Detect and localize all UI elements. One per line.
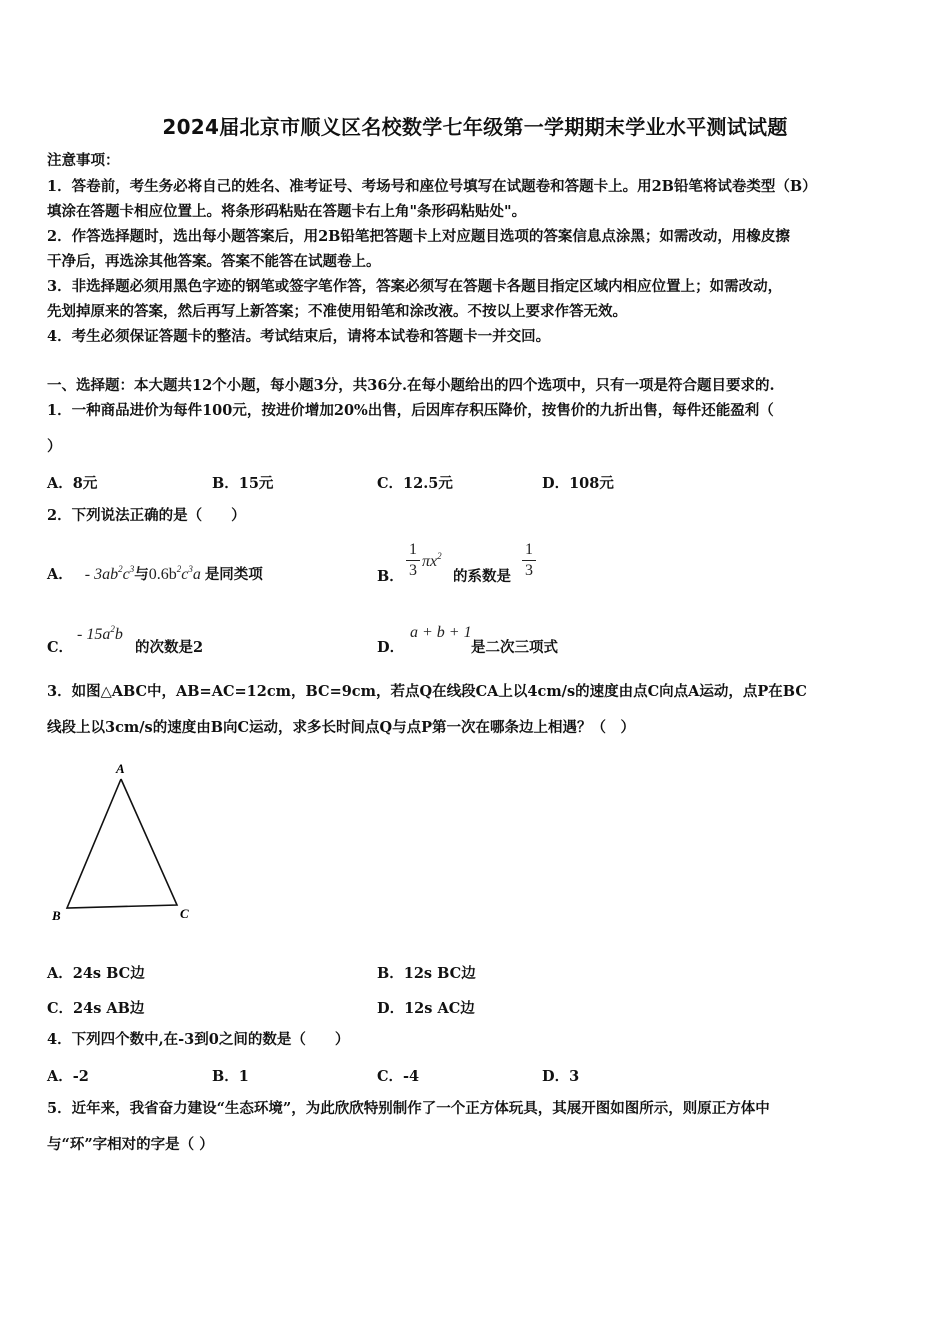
- notice-line: 4．考生必须保证答题卡的整洁。考试结束后，请将本试卷和答题卡一并交回。: [47, 328, 551, 345]
- math-expression: - $3ab^2c^3$: [84, 564, 135, 583]
- q4-option-c: C．-4: [377, 1068, 420, 1085]
- q1-stem-end: ）: [47, 438, 62, 455]
- option-label: B．: [377, 568, 404, 585]
- page-title: 2024届北京市顺义区名校数学七年级第一学期期末学业水平测试试题: [162, 115, 788, 139]
- q3-stem: 线段上以3cm/s的速度由B向C运动，求多长时间点Q与点P第一次在哪条边上相遇？（ ）: [47, 719, 636, 736]
- q2-b-text: 的系数是: [453, 568, 511, 585]
- q3-option-d: D．12s AC边: [377, 1000, 475, 1017]
- vertex-label-b: B: [52, 908, 61, 923]
- q1-option-a: A．8元: [47, 475, 98, 492]
- vertex-label-a: A: [116, 761, 125, 776]
- notice-line: 1．答卷前，考生务必将自己的姓名、准考证号、考场号和座位号填写在试题卷和答题卡上。用2B铅笔将试卷类型（B）: [47, 178, 817, 195]
- notice-line: 先划掉原来的答案，然后再写上新答案；不准使用铅笔和涂改液。不按以上要求作答无效。: [47, 303, 627, 320]
- notice-line: 2．作答选择题时，选出每小题答案后，用2B铅笔把答题卡上对应题目选项的答案信息点涂黑；如需改动，用橡皮擦: [47, 228, 790, 245]
- q2-stem: 2．下列说法正确的是（ ）: [47, 507, 246, 524]
- q1-option-d: D．108元: [542, 475, 614, 492]
- q4-stem: 4．下列四个数中,在-3到0之间的数是（ ）: [47, 1031, 350, 1048]
- math-expression: $\pi x^2$: [422, 551, 442, 570]
- notice-heading: 注意事项：: [47, 152, 120, 169]
- q3-option-c: C．24s AB边: [47, 1000, 145, 1017]
- option-label: C．: [47, 639, 74, 656]
- notice-line: 填涂在答题卡相应位置上。将条形码粘贴在答题卡右上角"条形码粘贴处"。: [47, 203, 527, 220]
- fraction: 1 3: [406, 541, 420, 580]
- q3-option-a: A．24s BC边: [47, 965, 145, 982]
- fraction: 1 3: [522, 541, 536, 580]
- notice-line: 3．非选择题必须用黑色字迹的钢笔或签字笔作答，答案必须写在答题卡各题目指定区域内相应位置上；如需改动，: [47, 278, 783, 295]
- q2-d-text: 是二次三项式: [471, 639, 558, 656]
- math-expression: a + b + 1: [410, 624, 472, 641]
- vertex-label-c: C: [180, 906, 189, 921]
- q4-option-a: A．-2: [47, 1068, 89, 1085]
- q1-option-b: B．15元: [212, 475, 274, 492]
- math-expression: - $15a^2b$: [77, 624, 123, 643]
- q5-stem: 与“环”字相对的字是（ ）: [47, 1136, 214, 1153]
- triangle-figure: [40, 755, 210, 930]
- q2-c-text: 的次数是2: [135, 639, 204, 656]
- q5-stem: 5．近年来，我省奋力建设“生态环境”，为此欣欣特别制作了一个正方体玩具，其展开图如图所示，则原正方体中: [47, 1100, 770, 1117]
- option-label: D．: [377, 639, 405, 656]
- q1-option-c: C．12.5元: [377, 475, 453, 492]
- q4-option-b: B．1: [212, 1068, 249, 1085]
- triangle-abc: [67, 779, 177, 908]
- math-expression: $0.6b^2c^3a$: [148, 564, 201, 583]
- q1-stem: 1．一种商品进价为每件100元，按进价增加20%出售，后因库存积压降价，按售价的九折出售，每件还能盈利（: [47, 402, 774, 419]
- q2-option-a: A． - $3ab^2c^3$与$0.6b^2c^3a$ 是同类项: [47, 564, 263, 583]
- section-heading: 一、选择题：本大题共12个小题，每小题3分，共36分.在每小题给出的四个选项中，只有一项是符合题目要求的.: [47, 377, 775, 394]
- option-label: A．: [47, 566, 73, 583]
- q4-option-d: D．3: [542, 1068, 580, 1085]
- q3-stem: 3．如图△ABC中，AB=AC=12cm，BC=9cm，若点Q在线段CA上以4cm/s的速度由点C向点A运动，点P在BC: [47, 683, 807, 700]
- notice-line: 干净后，再选涂其他答案。答案不能答在试题卷上。: [47, 253, 381, 270]
- q3-option-b: B．12s BC边: [377, 965, 476, 982]
